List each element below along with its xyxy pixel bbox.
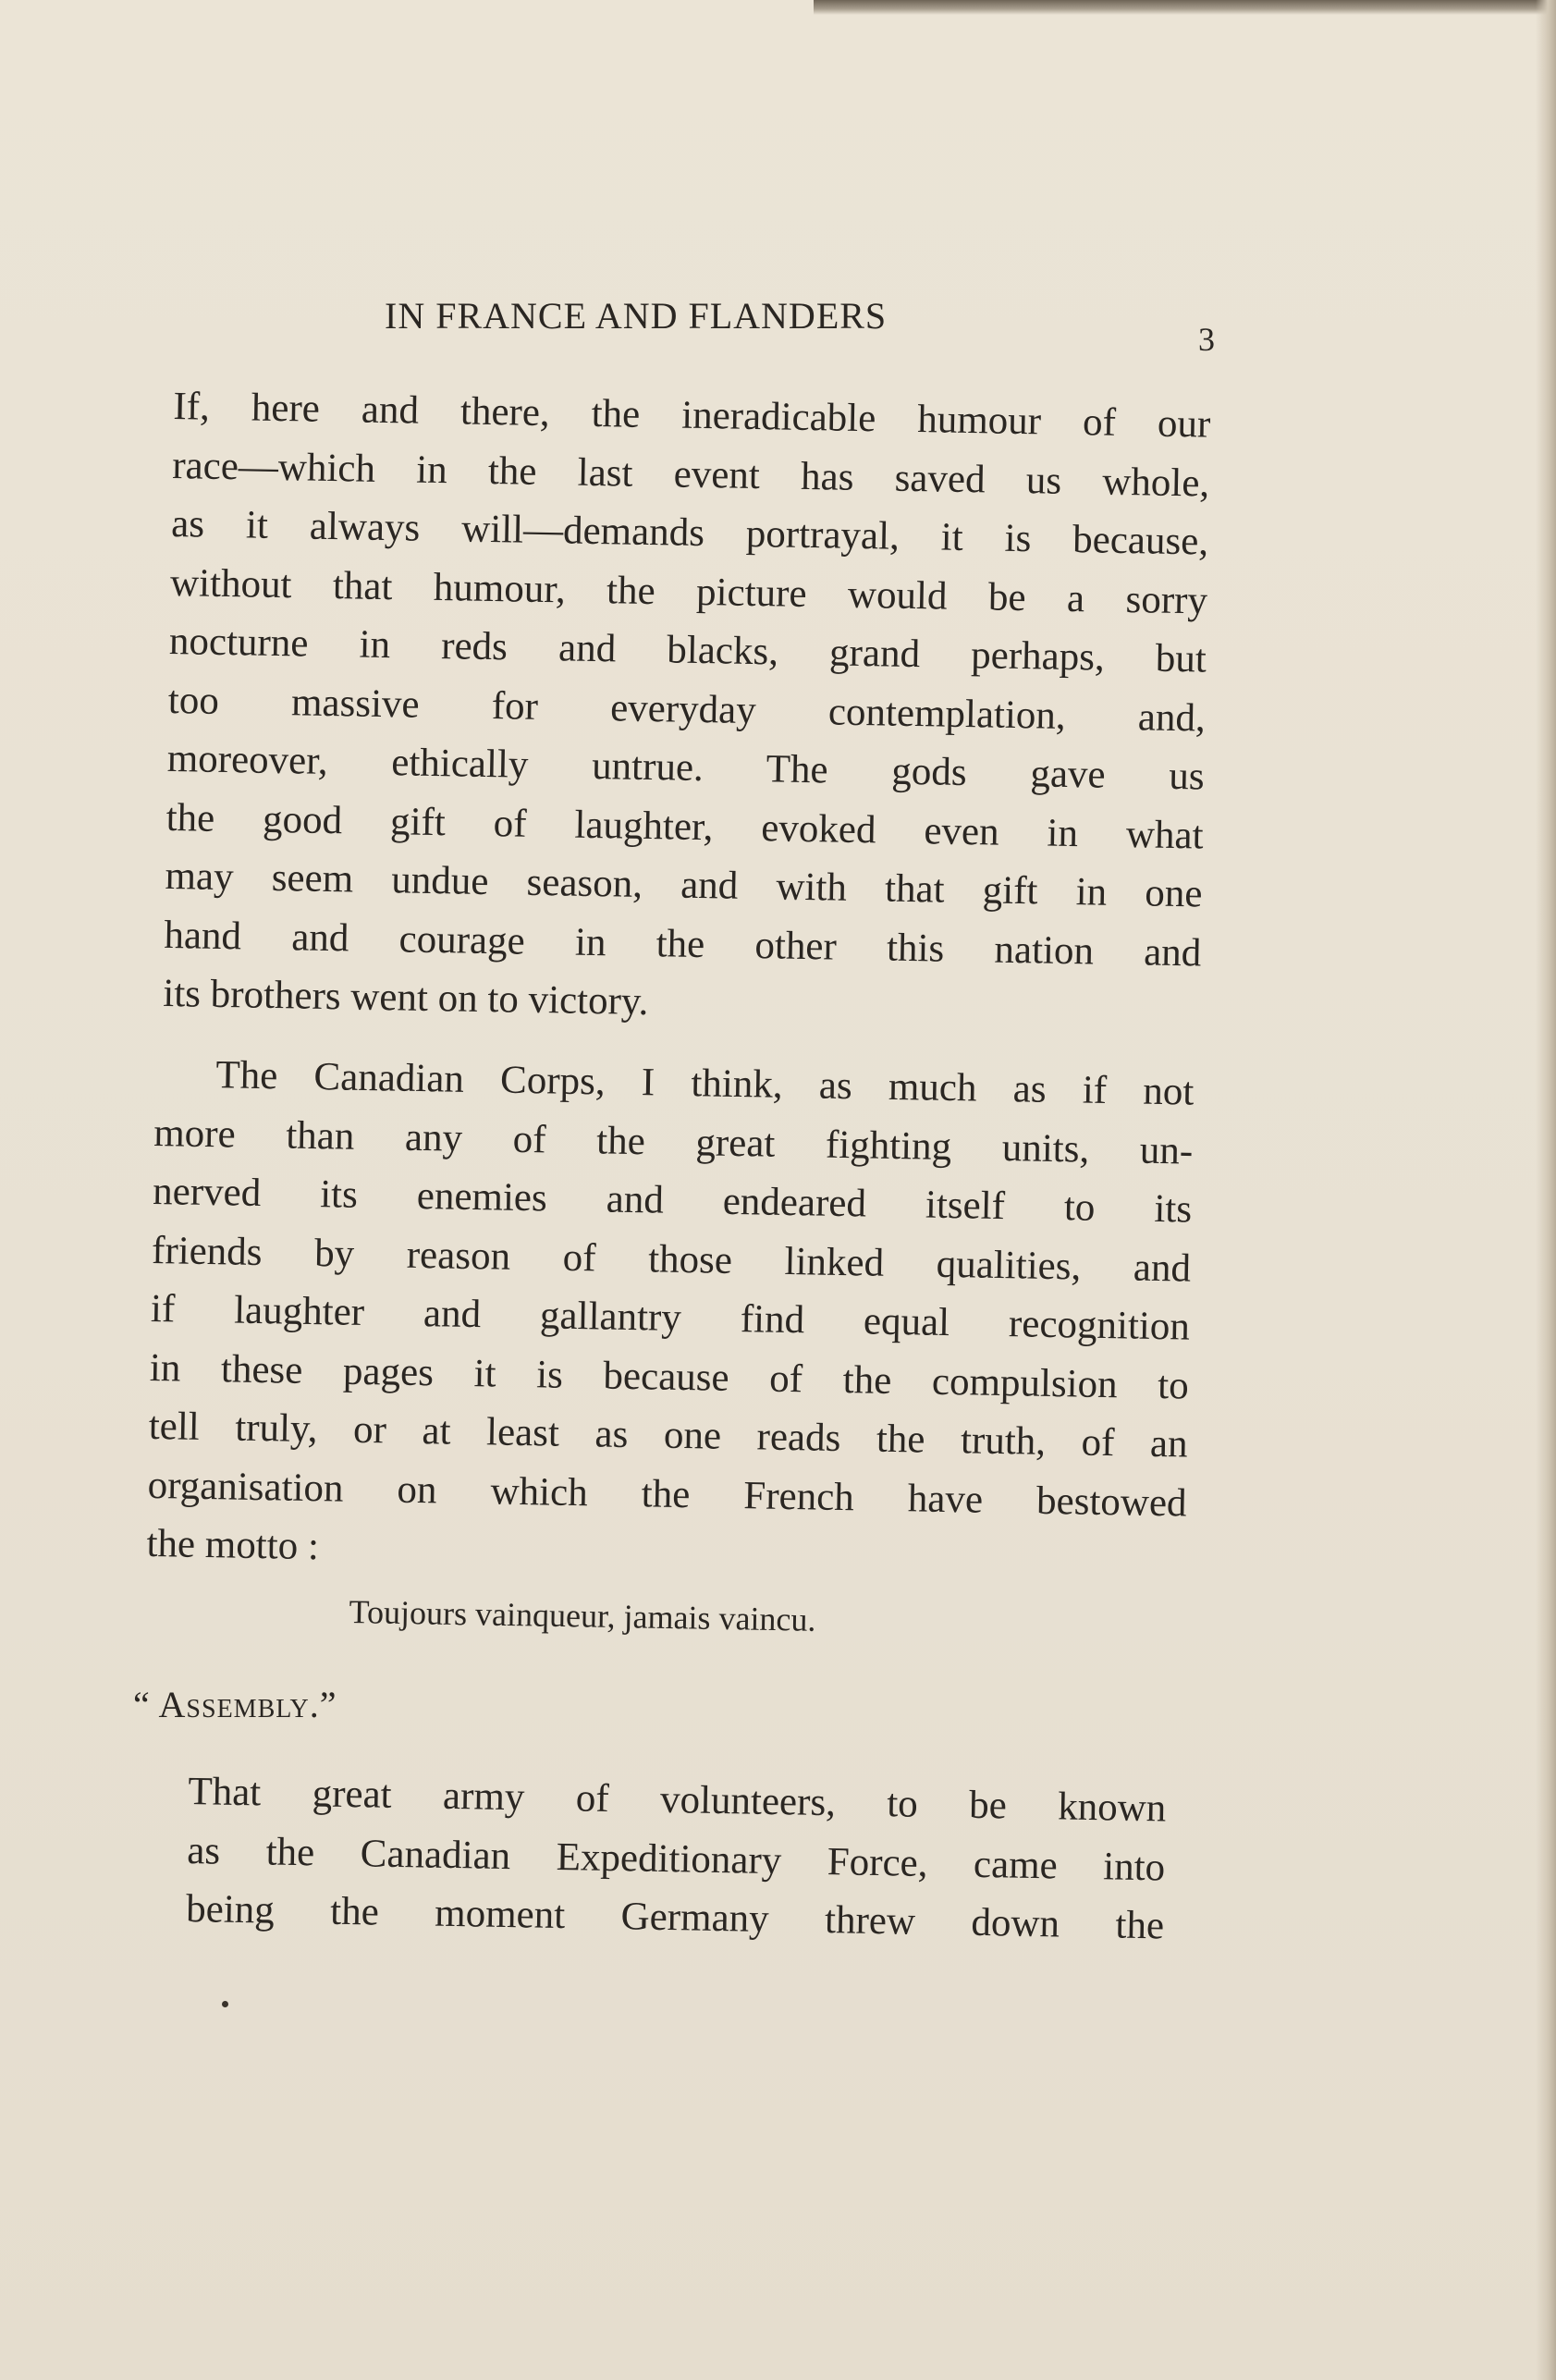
text-line: the good gift of laughter, evoked even in what [165,795,1204,858]
text-line: if laughter and gallantry find equal recognition [150,1286,1191,1349]
text-line: friends by reason of those linked qualities, and [151,1228,1192,1291]
text-line: nocturne in reds and blacks, grand perhaps, but [168,619,1207,681]
text-line: may seem undue season, and with that gift in one [165,853,1203,916]
text-line: as it always will—demands portrayal, it is because, [170,501,1209,564]
paper-speck [222,2001,228,2007]
text-line: nerved its enemies and endeared itself to its [152,1169,1193,1232]
paragraph-2 [146,1045,1195,1591]
text-line: organisation on which the French have bestowed [147,1463,1187,1526]
text-line: without that humour, the picture would be a sorry [169,560,1208,623]
text-line: more than any of the great fighting units, un- [153,1110,1194,1173]
page-top-edge-shadow [814,0,1556,15]
text-line: tell truly, or at least as one reads the truth, of an [148,1404,1189,1466]
text-line: If, here and there, the ineradicable humour of our [173,384,1211,447]
text-line: as the Canadian Expeditionary Force, came into [186,1828,1166,1889]
text-line: too massive for everyday contemplation, and, [167,678,1207,741]
running-title: IN FRANCE AND FLANDERS [385,295,888,337]
page-right-edge-shadow [1536,0,1556,2380]
paragraph-3 [186,1762,1167,1956]
page-number: 3 [1198,321,1215,358]
text-line: moreover, ethically untrue. The gods gave us [166,736,1206,799]
motto-quote: Toujours vainqueur, jamais vaincu. [349,1592,816,1638]
text-line: in these pages it is because of the compulsion to [149,1345,1190,1408]
paragraph-1 [163,377,1211,1041]
text-line: being the moment Germany threw down the [185,1886,1165,1948]
text-line: its brothers went on to victory. [162,971,649,1024]
text-line: That great army of volunteers, to be known [188,1769,1167,1831]
text-line: race—which in the last event has saved us whole, [171,443,1210,506]
text-line: the motto : [146,1521,320,1569]
section-heading: “ Assembly.” [133,1684,337,1725]
text-line: The Canadian Corps, I think, as much as if not [215,1053,1195,1114]
text-line: hand and courage in the other this nation and [164,913,1202,975]
